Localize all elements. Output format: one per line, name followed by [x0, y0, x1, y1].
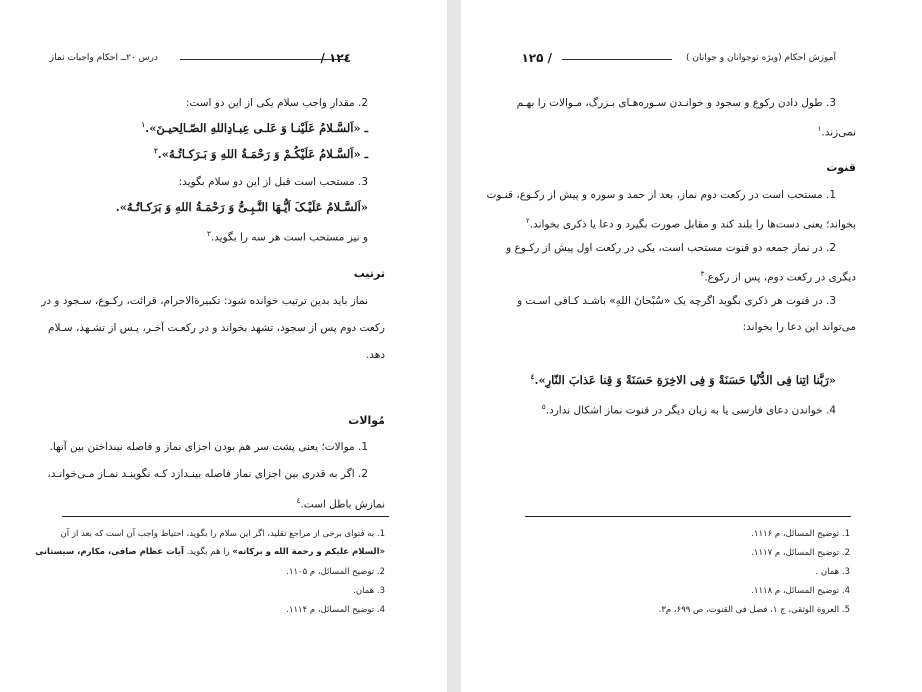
heading-tartib: ترتیب [353, 267, 385, 280]
qonut-line-5: 3. در قنوت هر ذکری بگوید اگرچه یک «سُبْحانَ اللهِ» باشـد کـافی اسـت و [517, 295, 836, 307]
movalat-line-3: نمازش باطل است.$^٤$ [296, 497, 385, 511]
left-footnote-3: 3. همان. [353, 586, 385, 596]
right-header-title: آموزش احکام (ویژه نوجوانان و جوانان ) [685, 53, 836, 63]
left-footnote-2: 2. توضیح المسائل، م ١١٠۵. [286, 567, 385, 577]
right-page-number: / ١٢۵ [521, 51, 552, 65]
qonut-line-3: 2. در نماز جمعه دو قنوت مستحب است، یکی در رکعت اول پیش از رکـوع و [506, 242, 836, 254]
right-header-rule [562, 59, 672, 60]
right-line-1: 3. طول دادن رکوع و سجود و خوانـدن سـوره‌هـای بـزرگ، مـوالات را بهـم [516, 97, 836, 109]
left-footnote-1-cont: «السلام علیکم و رحمة الله و برکاته» را هم بگوید. آیات عظام صافی، مکارم، سیستانی [35, 547, 385, 557]
right-line-2: نمی‌زند.$^١$ [817, 125, 856, 139]
left-page [0, 0, 447, 692]
qonut-line-2: بخواند؛ یعنی دست‌ها را بلند کند و مقابل صورت بگیرد و دعا یا ذکری بخواند.$^٢$ [525, 217, 856, 231]
qonut-line-6: می‌تواند این دعا را بخواند: [742, 321, 856, 333]
tartib-line-2: رکعت دوم پس از سجود، تشهد بخواند و در رکعـت آخـر، پـس از تشـهد، سـلام [47, 322, 385, 334]
tartib-line-3: دهد. [365, 349, 385, 361]
right-footnote-2: 2. توضیح المسائل، م ١١١٧. [751, 548, 850, 558]
tartib-line-1: نماز باید بدین ترتیب خوانده شود: تکبیرةالاحرام، قرائت، رکـوع، سـجود و در [41, 295, 368, 307]
page-gutter [447, 0, 461, 692]
left-salam-3: «اَلسَّـلامُ عَلَیْـکَ اَیُّـهَا النَّـبِـیُّ وَ رَحْمَـةُ اللهِ وَ بَرَکـاتُـهُ». [115, 200, 368, 214]
qonut-prayer: «رَبَّنا اتِنا فِی الدُّنْیا حَسَنَةً وَ فِی الاخِرَةِ حَسَنَةً وَ قِنا عَذابَ النّارِ».$^٤$ [530, 372, 836, 387]
qonut-line-4: دیگری در رکعت دوم، پس از رکوع.$^٣$ [700, 270, 856, 284]
heading-qonut: قنوت [826, 161, 856, 174]
left-salam-1: ـ «اَلسَّـلامُ عَلَیْنـا وَ عَلـی عِبـادِاللهِ الصّـالِحیـنَ».$^١$ [141, 120, 368, 135]
left-header-title: درس ٢٠ــ احکام واجبات نماز [49, 53, 158, 63]
qonut-item-4: 4. خواندن دعای فارسی یا به زبان دیگر در قنوت نماز اشکال ندارد.$^۵$ [541, 403, 836, 417]
left-footnote-1: 1. به فتوای برخی از مراجع تقلید، اگر این سلام را بگوید، احتیاط واجب آن است که بعد از آن [60, 529, 385, 539]
left-rule-3-cont: و نیز مستحب است هر سه را بگوید.$^٣$ [206, 230, 368, 244]
right-footnote-3: 3. همان . [815, 567, 850, 577]
left-rule-3: 3. مستحب است قبل از این دو سلام بگوید: [178, 176, 368, 188]
movalat-line-1: 1. موالات؛ یعنی پشت سر هم بودن اجزای نماز و فاصله نینداختن بین آنها. [49, 441, 368, 453]
movalat-line-2: 2. اگر به قدری بین اجزای نماز فاصله بینـدازد کـه نگوینـد نمـاز مـی‌خوانـد، [47, 468, 368, 480]
heading-movalat: مُوالات [348, 414, 385, 427]
right-footnote-1: 1. توضیح المسائل، م ١١١۶. [751, 529, 850, 539]
left-footnote-rule [62, 516, 389, 517]
right-page [461, 0, 922, 692]
right-footnote-5: 5. العروة الوثقی، ج ١، فصل فی القنوت، ص ۶٩٩، م٣. [658, 605, 850, 615]
left-salam-2: ـ «اَلسَّـلامُ عَلَیْکُـمْ وَ رَحْمَـةُ اللهِ وَ بَـرَکـاتُـهُ».$^٢$ [154, 146, 368, 161]
left-page-number: ١٢٤ / [320, 51, 351, 65]
right-footnote-4: 4. توضیح المسائل، م ١١١٨. [751, 586, 850, 596]
right-footnote-rule [525, 516, 851, 517]
left-rule-2: 2. مقدار واجب سلام یکی از این دو است: [185, 97, 368, 109]
qonut-line-1: 1. مستحب است در رکعت دوم نماز، بعد از حمد و سوره و پیش از رکـوع، قنـوت [486, 189, 836, 201]
left-footnote-4: 4. توضیح المسائل، م ١١١۴. [286, 605, 385, 615]
